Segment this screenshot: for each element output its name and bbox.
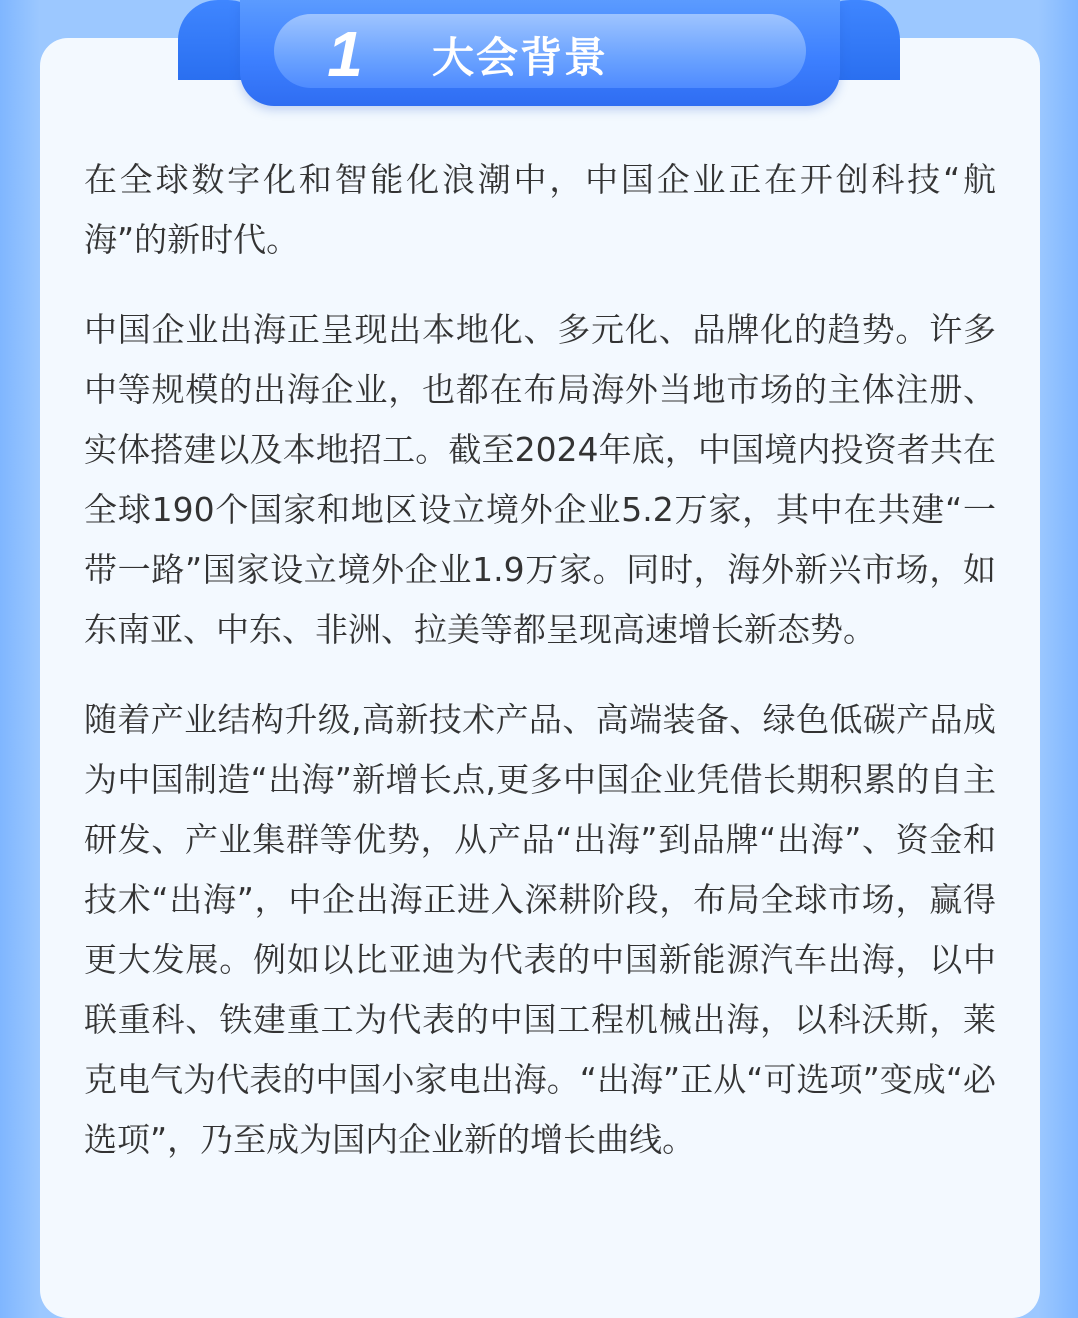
section-banner [240, 0, 840, 106]
paragraph-upgrade: 随着产业结构升级,高新技术产品、高端装备、绿色低碳产品成为中国制造“出海”新增长点,更多中国企业凭借长期积累的自主研发、产业集群等优势，从产品“出海”到品牌“出海”、资金和技术“出海”，中企出海正进入深耕阶段，布局全球市场，赢得更大发展。例如以比亚迪为代表的中国新能源汽车出海，以中联重科、铁建重工为代表的中国工程机械出海，以科沃斯，莱克电气为代表的中国小家电出海。“出海”正从“可选项”变成“必选项”，乃至成为国内企业新的增长曲线。 [84, 700, 996, 1159]
paragraph-trends: 中国企业出海正呈现出本地化、多元化、品牌化的趋势。许多中等规模的出海企业，也都在布局海外当地市场的主体注册、实体搭建以及本地招工。截至2024年底，中国境内投资者共在全球190个国家和地区设立境外企业5.2万家，其中在共建“一带一路”国家设立境外企业1.9万家。同时，海外新兴市场，如东南亚、中东、非洲、拉美等都呈现高速增长新态势。 [84, 310, 996, 649]
article-body [84, 150, 996, 1200]
section-number: 1 [327, 18, 363, 90]
paragraph-intro: 在全球数字化和智能化浪潮中，中国企业正在开创科技“航海”的新时代。 [84, 160, 996, 259]
section-title: 大会背景 [432, 33, 609, 82]
